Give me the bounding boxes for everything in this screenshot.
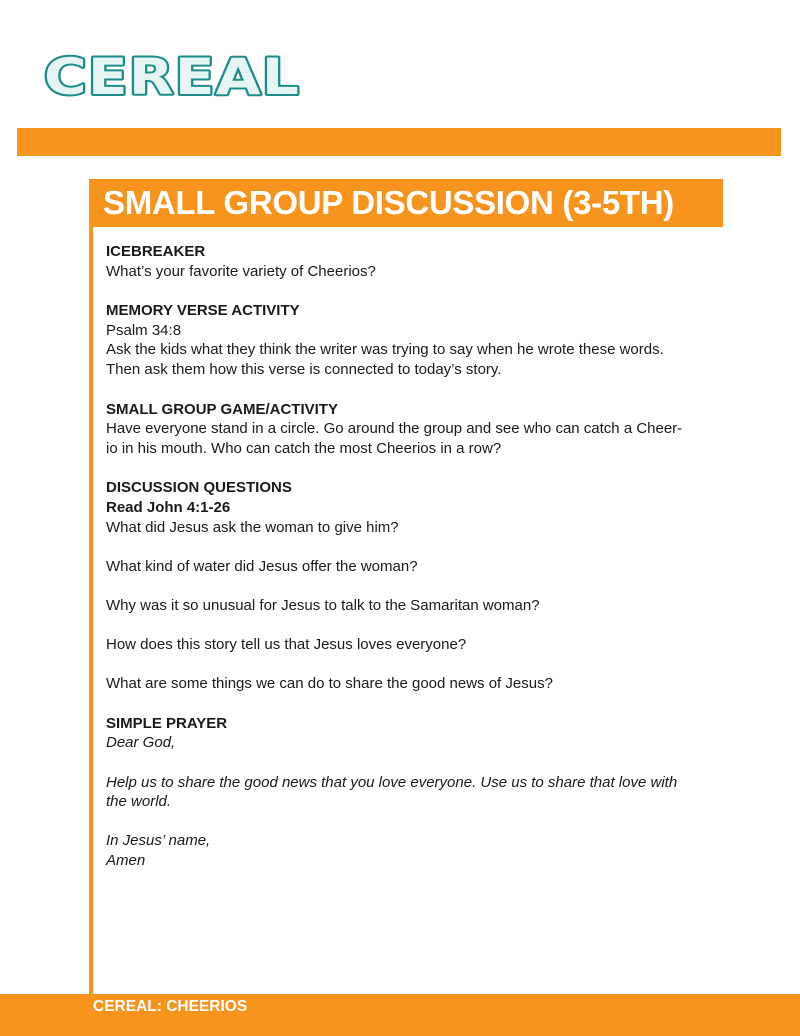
title-band (89, 179, 723, 227)
discussion-section (106, 478, 726, 694)
memory-verse-instruction-2: Then ask them how this verse is connected to today’s story. (106, 360, 502, 378)
left-border-rule (89, 179, 93, 999)
discussion-question: What kind of water did Jesus offer the woman? (106, 557, 418, 575)
cereal-logo-graphic (40, 42, 310, 112)
icebreaker-section (106, 242, 726, 281)
icebreaker-heading: ICEBREAKER (106, 243, 206, 260)
footer-label: CEREAL: CHEERIOS (93, 998, 248, 1015)
cereal-logo (40, 42, 310, 112)
prayer-body-line-2: the world. (106, 793, 172, 811)
discussion-question: Why was it so unusual for Jesus to talk to the Samaritan woman? (106, 596, 540, 614)
memory-verse-section (106, 301, 726, 379)
discussion-content (106, 242, 726, 891)
memory-verse-heading: MEMORY VERSE ACTIVITY (106, 302, 300, 320)
prayer-greeting: Dear God, (106, 734, 176, 752)
prayer-section (106, 714, 726, 871)
icebreaker-text: What’s your favorite variety of Cheerios? (106, 262, 376, 280)
discussion-heading: DISCUSSION QUESTIONS (106, 479, 292, 497)
logo-text: CEREAL (44, 48, 300, 106)
game-heading: SMALL GROUP GAME/ACTIVITY (106, 400, 338, 418)
scripture-reading: Read John 4:1-26 (106, 498, 231, 516)
game-section (106, 400, 726, 459)
discussion-question: How does this story tell us that Jesus loves everyone? (106, 636, 467, 654)
prayer-closing-2: Amen (106, 852, 146, 870)
header-divider-bar (17, 128, 781, 156)
memory-verse-instruction-1: Ask the kids what they think the writer was trying to say when he wrote these words. (106, 341, 664, 359)
game-instruction-1: Have everyone stand in a circle. Go around the group and see who can catch a Cheer- (106, 420, 683, 438)
prayer-heading: SIMPLE PRAYER (106, 714, 228, 732)
question-list (106, 518, 726, 694)
discussion-question: What did Jesus ask the woman to give him? (106, 518, 399, 536)
memory-verse-reference: Psalm 34:8 (106, 321, 182, 339)
game-instruction-2: io in his mouth. Who can catch the most Cheerios in a row? (106, 439, 502, 457)
page-title: SMALL GROUP DISCUSSION (3-5TH) (103, 184, 674, 221)
discussion-question: What are some things we can do to share the good news of Jesus? (106, 675, 553, 693)
prayer-closing-1: In Jesus’ name, (106, 832, 211, 850)
prayer-body-line-1: Help us to share the good news that you love everyone. Use us to share that love with (106, 773, 678, 791)
